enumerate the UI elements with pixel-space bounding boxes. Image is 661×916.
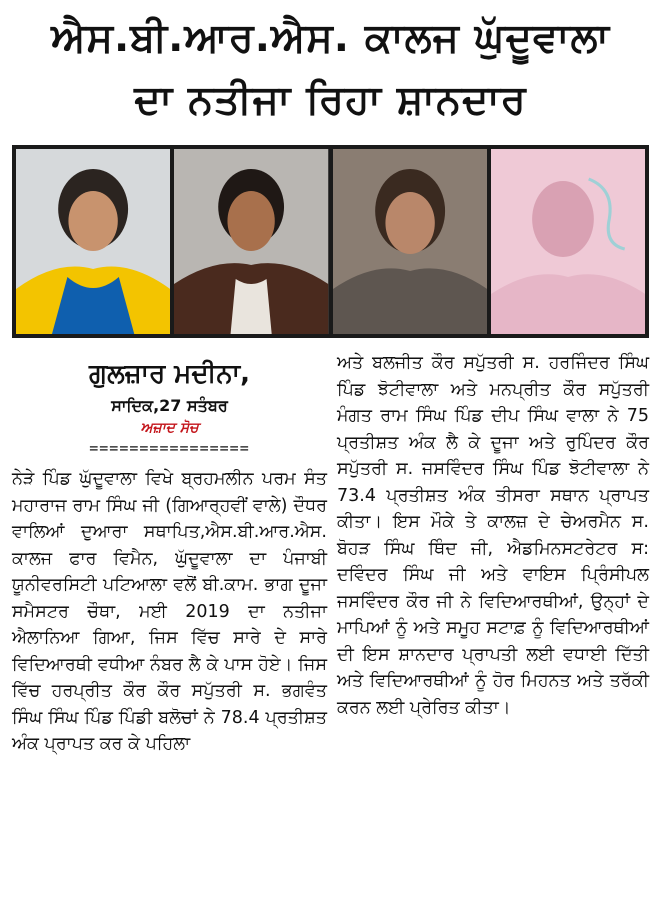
student-photos-strip: [12, 145, 649, 338]
publication-logo: ਅਜ਼ਾਦ ਸੋਚ: [140, 420, 199, 436]
dateline: ਸਾਦਿਕ,27 ਸਤੰਬਰ: [111, 396, 228, 415]
separator-rule: ================: [89, 439, 250, 457]
article-body-left: ਨੇੜੇ ਪਿੰਡ ਘੁੱਦੂਵਾਲਾ ਵਿਖੇ ਬ੍ਰਹਮਲੀਨ ਪਰਮ ਸੰਤ ਮਹਾਰਾਜ ਰਾਮ ਸਿੰਘ ਜੀ (ਗਿਆਰ੍ਹਵੀਂ ਵਾਲੇ) ਦੌਧਰ ਵਾਲਿਆਂ ਦੁਆਰਾ ਸਥਾਪਿਤ,ਐਸ.ਬੀ.ਆਰ.ਐਸ. ਕਾਲਜ ਫਾਰ ਵਿਮੈਨ, ਘੁੱਦੂਵਾਲਾ ਦਾ ਪੰਜਾਬੀ ਯੂਨੀਵਰਸਿਟੀ ਪਟਿਆਲਾ ਵਲੋਂ ਬੀ.ਕਾਮ. ਭਾਗ ਦੂਜਾ ਸਮੈਸਟਰ ਚੌਥਾ, ਮਈ 2019 ਦਾ ਨਤੀਜਾ ਐਲਾਨਿਆ ਗਿਆ, ਜਿਸ ਵਿੱਚ ਸਾਰੇ ਦੇ ਸਾਰੇ ਵਿਦਿਆਰਥੀ ਵਧੀਆ ਨੰਬਰ ਲੈ ਕੇ ਪਾਸ ਹੋਏ। ਜਿਸ ਵਿੱਚ ਹਰਪ੍ਰੀਤ ਕੌਰ ਕੌਰ ਸਪੁੱਤਰੀ ਸ. ਭਗਵੰਤ ਸਿੰਘ ਸਿੰਘ ਪਿੰਡ ਪਿੰਡੀ ਬਲੋਚਾਂ ਨੇ 78.4 ਪ੍ਰਤੀਸ਼ਤ ਅੰਕ ਪ੍ਰਾਪਤ ਕਰ ਕੇ ਪਹਿਲਾ: [12, 469, 327, 754]
article-body-right: ਅਤੇ ਬਲਜੀਤ ਕੌਰ ਸਪੁੱਤਰੀ ਸ. ਹਰਜਿੰਦਰ ਸਿੰਘ ਪਿੰਡ ਝੋਟੀਵਾਲਾ ਅਤੇ ਮਨਪ੍ਰੀਤ ਕੌਰ ਸਪੁੱਤਰੀ ਮੰਗਤ ਰਾਮ ਸਿੰਘ ਪਿੰਡ ਦੀਪ ਸਿੰਘ ਵਾਲਾ ਨੇ 75 ਪ੍ਰਤੀਸ਼ਤ ਅੰਕ ਲੈ ਕੇ ਦੂਜਾ ਅਤੇ ਰੁਪਿੰਦਰ ਕੌਰ ਸਪੁੱਤਰੀ ਸ. ਜਸਵਿੰਦਰ ਸਿੰਘ ਪਿੰਡ ਝੋਟੀਵਾਲਾ ਨੇ 73.4 ਪ੍ਰਤੀਸ਼ਤ ਅੰਕ ਤੀਸਰਾ ਸਥਾਨ ਪ੍ਰਾਪਤ ਕੀਤਾ। ਇਸ ਮੌਕੇ ਤੇ ਕਾਲਜ਼ ਦੇ ਚੇਅਰਮੈਨ ਸ. ਬੋਹੜ ਸਿੰਘ ਥਿੰਦ ਜੀ, ਐਡਮਿਨਸਟਰੇਟਰ ਸ: ਦਵਿੰਦਰ ਸਿੰਘ ਜੀ ਅਤੇ ਵਾਇਸ ਪ੍ਰਿੰਸੀਪਲ ਜਸਵਿੰਦਰ ਕੌਰ ਜੀ ਨੇ ਵਿਦਿਆਰਥੀਆਂ, ਉਨ੍ਹਾਂ ਦੇ ਮਾਪਿਆਂ ਨੂੰ ਅਤੇ ਸਮੂਹ ਸਟਾਫ਼ ਨੂੰ ਵਿਦਿਆਰਥੀਆਂ ਦੀ ਇਸ ਸ਼ਾਨਦਾਰ ਪ੍ਰਾਪਤੀ ਲਈ ਵਧਾਈ ਦਿੱਤੀ ਅਤੇ ਵਿਦਿਆਰਥੀਆਂ ਨੂੰ ਹੋਰ ਮਿਹਨਤ ਅਤੇ ਤਰੱਕੀ ਕਰਨ ਲਈ ਪ੍ਰੇਰਿਤ ਕੀਤਾ।: [337, 353, 649, 718]
byline-author: ਗੁਲਜ਼ਾਰ ਮਦੀਨਾ,: [89, 359, 250, 389]
headline-line-1: ਐਸ.ਬੀ.ਆਰ.ਐਸ. ਕਾਲਜ ਘੁੱਦੂਵਾਲਾ: [51, 15, 610, 61]
article-column-right: [337, 350, 649, 721]
headline-line-2: ਦਾ ਨਤੀਜਾ ਰਿਹਾ ਸ਼ਾਨਦਾਰ: [134, 77, 527, 123]
student-photo-4: [491, 149, 645, 334]
student-photo-2: [174, 149, 328, 334]
headline: [0, 0, 661, 140]
article-column-left: [12, 350, 327, 758]
student-photo-1: [16, 149, 170, 334]
student-photo-3: [333, 149, 487, 334]
